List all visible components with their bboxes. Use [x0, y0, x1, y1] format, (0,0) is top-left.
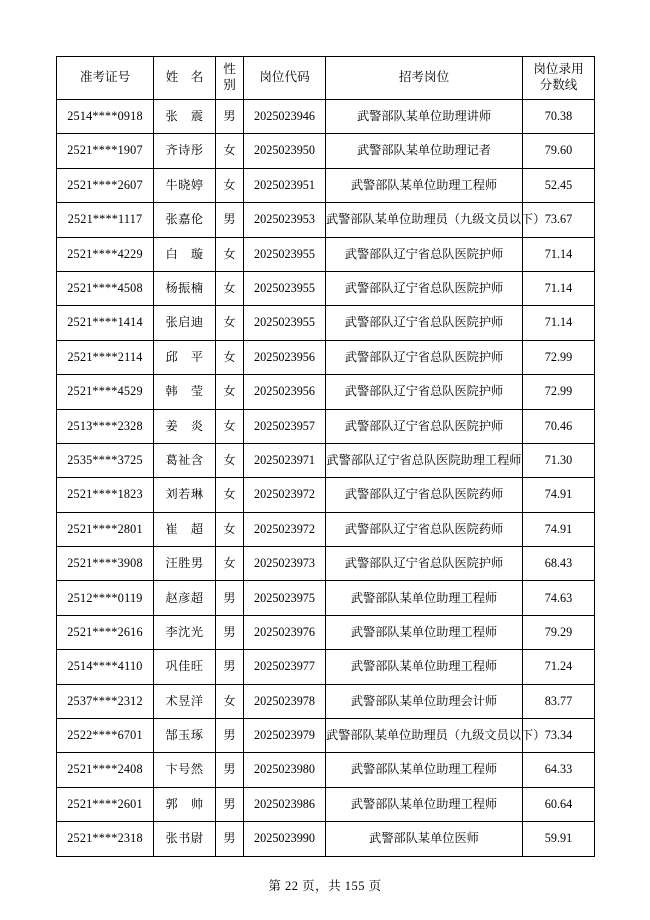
cell-post-code: 2025023986: [244, 787, 326, 821]
header-post-name: 招考岗位: [326, 57, 523, 100]
table-row: [57, 512, 595, 546]
cell-post-name: 武警部队辽宁省总队医院药师: [326, 512, 523, 546]
cell-name: 巩佳旺: [154, 650, 216, 684]
cell-name: 张 震: [154, 100, 216, 134]
table-row: [57, 340, 595, 374]
table-row: [57, 409, 595, 443]
cell-post-name: 武警部队辽宁省总队医院护师: [326, 237, 523, 271]
cell-post-code: 2025023980: [244, 753, 326, 787]
cell-ticket-number: 2521****2607: [57, 168, 154, 202]
table-row: [57, 615, 595, 649]
header-name: 姓 名: [154, 57, 216, 100]
cell-name: 杨振楠: [154, 271, 216, 305]
cell-score: 72.99: [523, 340, 595, 374]
cell-ticket-number: 2521****4529: [57, 375, 154, 409]
cell-ticket-number: 2521****2318: [57, 822, 154, 856]
cell-post-code: 2025023953: [244, 203, 326, 237]
cell-name: 张启迪: [154, 306, 216, 340]
cell-post-code: 2025023946: [244, 100, 326, 134]
cell-name: 白 璇: [154, 237, 216, 271]
table-header: [57, 57, 595, 100]
cell-post-code: 2025023955: [244, 271, 326, 305]
cell-post-code: 2025023973: [244, 547, 326, 581]
table-row: [57, 719, 595, 753]
page-footer: 第 22 页，共 155 页: [268, 879, 382, 893]
cell-score: 74.91: [523, 512, 595, 546]
cell-post-name: 武警部队辽宁省总队医院护师: [326, 306, 523, 340]
cell-score: 72.99: [523, 375, 595, 409]
cell-score: 73.34: [523, 719, 595, 753]
cell-post-name: 武警部队某单位助理记者: [326, 134, 523, 168]
cell-post-name: 武警部队某单位助理员（九级文员以下）: [326, 203, 523, 237]
cell-sex: 女: [216, 134, 244, 168]
cell-score: 70.46: [523, 409, 595, 443]
table-row: [57, 306, 595, 340]
cell-post-name: 武警部队辽宁省总队医院护师: [326, 547, 523, 581]
cell-ticket-number: 2522****6701: [57, 719, 154, 753]
table-row: [57, 753, 595, 787]
cell-ticket-number: 2521****2114: [57, 340, 154, 374]
cell-post-code: 2025023956: [244, 375, 326, 409]
cell-name: 赵彦超: [154, 581, 216, 615]
cell-name: 张书尉: [154, 822, 216, 856]
cell-post-code: 2025023955: [244, 306, 326, 340]
cell-name: 卞号然: [154, 753, 216, 787]
cell-name: 术昱洋: [154, 684, 216, 718]
cell-name: 郭 帅: [154, 787, 216, 821]
cell-post-name: 武警部队辽宁省总队医院护师: [326, 409, 523, 443]
cell-ticket-number: 2521****2601: [57, 787, 154, 821]
cell-sex: 女: [216, 306, 244, 340]
cell-post-code: 2025023972: [244, 478, 326, 512]
cell-ticket-number: 2514****0918: [57, 100, 154, 134]
cell-post-name: 武警部队辽宁省总队医院护师: [326, 340, 523, 374]
cell-post-name: 武警部队某单位助理工程师: [326, 581, 523, 615]
table-row: [57, 581, 595, 615]
cell-score: 64.33: [523, 753, 595, 787]
cell-post-name: 武警部队某单位助理会计师: [326, 684, 523, 718]
cell-post-name: 武警部队某单位医师: [326, 822, 523, 856]
table-row: [57, 478, 595, 512]
cell-name: 李沈光: [154, 615, 216, 649]
cell-sex: 男: [216, 203, 244, 237]
cell-name: 牛晓婷: [154, 168, 216, 202]
cell-name: 齐诗彤: [154, 134, 216, 168]
table-row: [57, 134, 595, 168]
cell-sex: 女: [216, 237, 244, 271]
table-row: [57, 375, 595, 409]
cell-ticket-number: 2521****4508: [57, 271, 154, 305]
cell-sex: 男: [216, 100, 244, 134]
header-ticket-number: 准考证号: [57, 57, 154, 100]
cell-ticket-number: 2512****0119: [57, 581, 154, 615]
cell-sex: 女: [216, 271, 244, 305]
cell-name: 邱 平: [154, 340, 216, 374]
header-sex-line1: 性: [223, 62, 236, 77]
cell-post-code: 2025023975: [244, 581, 326, 615]
cell-ticket-number: 2514****4110: [57, 650, 154, 684]
cell-post-name: 武警部队某单位助理工程师: [326, 168, 523, 202]
cell-name: 姜 炎: [154, 409, 216, 443]
cell-ticket-number: 2521****2408: [57, 753, 154, 787]
cell-post-name: 武警部队某单位助理讲师: [326, 100, 523, 134]
cell-post-code: 2025023951: [244, 168, 326, 202]
cell-post-code: 2025023976: [244, 615, 326, 649]
table-row: [57, 650, 595, 684]
cell-sex: 男: [216, 719, 244, 753]
table-row: [57, 203, 595, 237]
header-score-line1: 岗位录用: [533, 62, 584, 77]
header-sex-line2: 别: [223, 78, 236, 92]
cell-name: 刘若琳: [154, 478, 216, 512]
cell-sex: 女: [216, 478, 244, 512]
table-row: [57, 168, 595, 202]
cell-sex: 男: [216, 615, 244, 649]
cell-ticket-number: 2521****1907: [57, 134, 154, 168]
cell-score: 59.91: [523, 822, 595, 856]
cell-name: 郜玉琢: [154, 719, 216, 753]
cell-name: 韩 莹: [154, 375, 216, 409]
cell-sex: 男: [216, 581, 244, 615]
cell-sex: 男: [216, 753, 244, 787]
header-score-line2: 分数线: [539, 78, 578, 92]
cell-ticket-number: 2521****2616: [57, 615, 154, 649]
table-row: [57, 547, 595, 581]
cell-post-name: 武警部队某单位助理工程师: [326, 615, 523, 649]
table-header-row: [57, 57, 595, 100]
cell-ticket-number: 2521****1117: [57, 203, 154, 237]
table-row: [57, 684, 595, 718]
cell-sex: 女: [216, 340, 244, 374]
cell-score: 71.14: [523, 271, 595, 305]
cell-sex: 女: [216, 375, 244, 409]
cell-ticket-number: 2513****2328: [57, 409, 154, 443]
header-sex: [216, 57, 244, 100]
header-post-code: 岗位代码: [244, 57, 326, 100]
cell-score: 71.14: [523, 306, 595, 340]
cell-ticket-number: 2521****1414: [57, 306, 154, 340]
cell-post-code: 2025023950: [244, 134, 326, 168]
cell-name: 张嘉伦: [154, 203, 216, 237]
cell-sex: 男: [216, 650, 244, 684]
cell-sex: 女: [216, 547, 244, 581]
table-row: [57, 822, 595, 856]
cell-sex: 女: [216, 512, 244, 546]
cell-post-code: 2025023979: [244, 719, 326, 753]
cell-post-name: 武警部队某单位助理工程师: [326, 787, 523, 821]
cell-post-code: 2025023956: [244, 340, 326, 374]
cell-score: 71.14: [523, 237, 595, 271]
cell-ticket-number: 2535****3725: [57, 443, 154, 477]
cell-sex: 女: [216, 409, 244, 443]
cell-post-code: 2025023972: [244, 512, 326, 546]
cell-sex: 男: [216, 787, 244, 821]
cell-post-code: 2025023957: [244, 409, 326, 443]
cell-post-code: 2025023955: [244, 237, 326, 271]
header-score-line: [523, 57, 595, 100]
cell-ticket-number: 2521****3908: [57, 547, 154, 581]
cell-score: 73.67: [523, 203, 595, 237]
cell-score: 68.43: [523, 547, 595, 581]
cell-post-name: 武警部队某单位助理工程师: [326, 650, 523, 684]
cell-ticket-number: 2521****4229: [57, 237, 154, 271]
cell-ticket-number: 2521****2801: [57, 512, 154, 546]
cell-name: 葛祉含: [154, 443, 216, 477]
cell-post-name: 武警部队辽宁省总队医院护师: [326, 375, 523, 409]
cell-score: 79.29: [523, 615, 595, 649]
table-row: [57, 237, 595, 271]
table-row: [57, 443, 595, 477]
cell-score: 79.60: [523, 134, 595, 168]
cell-score: 83.77: [523, 684, 595, 718]
cell-post-code: 2025023978: [244, 684, 326, 718]
cell-score: 74.63: [523, 581, 595, 615]
recruitment-score-table: [56, 56, 595, 857]
cell-sex: 女: [216, 168, 244, 202]
cell-ticket-number: 2521****1823: [57, 478, 154, 512]
cell-score: 71.30: [523, 443, 595, 477]
cell-sex: 女: [216, 443, 244, 477]
cell-name: 汪胜男: [154, 547, 216, 581]
cell-post-name: 武警部队某单位助理员（九级文员以下）: [326, 719, 523, 753]
table-row: [57, 271, 595, 305]
table-body: [57, 100, 595, 857]
cell-post-code: 2025023990: [244, 822, 326, 856]
cell-score: 74.91: [523, 478, 595, 512]
cell-post-name: 武警部队辽宁省总队医院药师: [326, 478, 523, 512]
cell-post-code: 2025023971: [244, 443, 326, 477]
cell-post-code: 2025023977: [244, 650, 326, 684]
cell-score: 71.24: [523, 650, 595, 684]
cell-score: 70.38: [523, 100, 595, 134]
table-row: [57, 100, 595, 134]
cell-sex: 男: [216, 822, 244, 856]
cell-post-name: 武警部队某单位助理工程师: [326, 753, 523, 787]
cell-score: 60.64: [523, 787, 595, 821]
cell-sex: 女: [216, 684, 244, 718]
cell-name: 崔 超: [154, 512, 216, 546]
cell-score: 52.45: [523, 168, 595, 202]
cell-post-name: 武警部队辽宁省总队医院助理工程师: [326, 443, 523, 477]
cell-ticket-number: 2537****2312: [57, 684, 154, 718]
table-row: [57, 787, 595, 821]
cell-post-name: 武警部队辽宁省总队医院护师: [326, 271, 523, 305]
